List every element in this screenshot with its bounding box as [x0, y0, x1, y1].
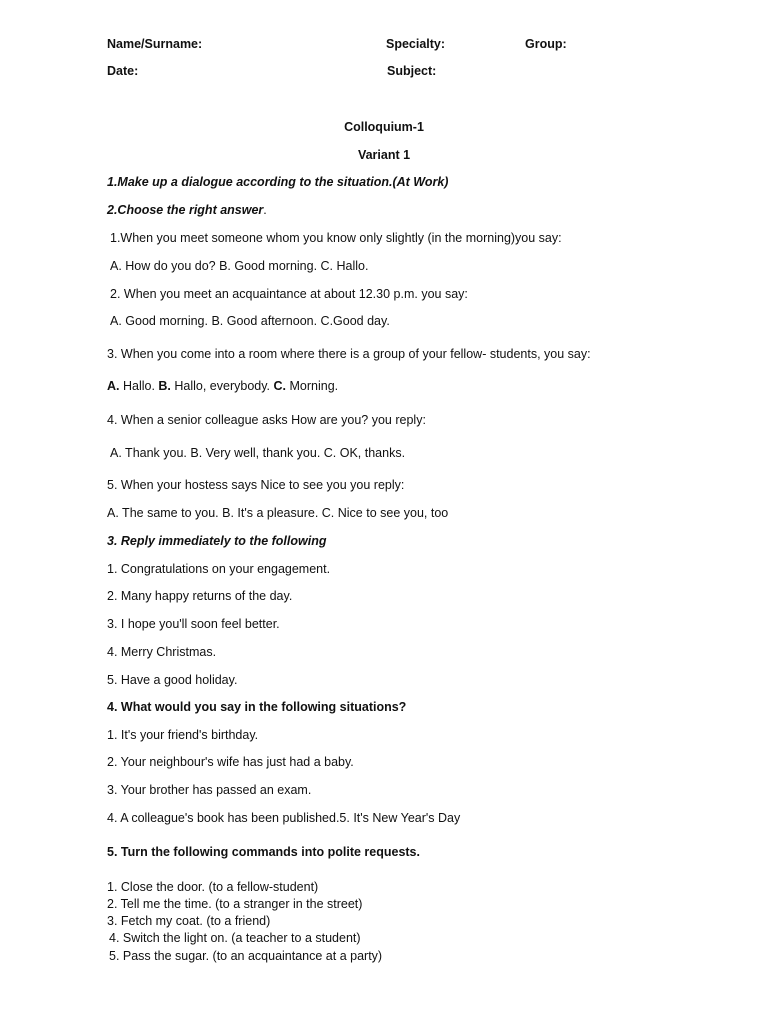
task2-answers-1: A. How do you do? B. Good morning. C. Hallo. — [110, 259, 369, 273]
group-label: Group: — [525, 37, 567, 51]
task4-item-2: 2. Your neighbour's wife has just had a baby. — [107, 755, 354, 769]
task4-item-3: 3. Your brother has passed an exam. — [107, 783, 312, 797]
task4-heading: 4. What would you say in the following situations? — [107, 700, 407, 714]
task3-item-2: 2. Many happy returns of the day. — [107, 589, 293, 603]
task2-question-5: 5. When your hostess says Nice to see you you reply: — [107, 478, 405, 492]
task2-question-4: 4. When a senior colleague asks How are you? you reply: — [107, 413, 426, 427]
subject-label: Subject: — [387, 64, 437, 78]
name-surname-label: Name/Surname: — [107, 37, 203, 51]
task2-question-2: 2. When you meet an acquaintance at about 12.30 p.m. you say: — [110, 287, 468, 301]
task3-item-5: 5. Have a good holiday. — [107, 673, 238, 687]
task2-question-3: 3. When you come into a room where there is a group of your fellow- students, you say: — [107, 347, 591, 361]
task2-question-1: 1.When you meet someone whom you know only slightly (in the morning)you say: — [110, 231, 562, 245]
answer-b-text: Hallo, everybody. — [170, 379, 274, 393]
task5-item-4: 4. Switch the light on. (a teacher to a student) — [109, 931, 361, 945]
task1-heading: 1.Make up a dialogue according to the situation.(At Work) — [107, 175, 449, 189]
task5-item-2: 2. Tell me the time. (to a stranger in the street) — [107, 897, 363, 911]
task2-heading-suffix: . — [263, 203, 267, 217]
task2-answers-4: A. Thank you. B. Very well, thank you. C. OK, thanks. — [110, 446, 406, 460]
answer-c-letter: C. — [273, 379, 287, 393]
task2-answers-5: A. The same to you. B. It's a pleasure. C. Nice to see you, too — [107, 506, 449, 520]
specialty-label: Specialty: — [386, 37, 446, 51]
task2-answers-3 — [107, 378, 338, 394]
task2-heading-text: 2.Choose the right answer — [107, 203, 264, 217]
task3-item-3: 3. I hope you'll soon feel better. — [107, 617, 280, 631]
answer-b-letter: B. — [158, 379, 171, 393]
task4-item-1: 1. It's your friend's birthday. — [107, 728, 259, 742]
task2-heading — [107, 202, 267, 218]
task5-item-3: 3. Fetch my coat. (to a friend) — [107, 914, 271, 928]
page-title: Colloquium-1 — [344, 120, 424, 134]
task4-item-4: 4. A colleague's book has been published.5. It's New Year's Day — [107, 811, 461, 825]
task5-item-1: 1. Close the door. (to a fellow-student) — [107, 880, 319, 894]
task3-heading: 3. Reply immediately to the following — [107, 534, 327, 548]
task5-heading: 5. Turn the following commands into polite requests. — [107, 845, 420, 859]
variant-label: Variant 1 — [357, 148, 411, 162]
task3-item-1: 1. Congratulations on your engagement. — [107, 562, 331, 576]
date-label: Date: — [107, 64, 139, 78]
answer-a-text: Hallo. — [119, 379, 159, 393]
task2-answers-2: A. Good morning. B. Good afternoon. C.Good day. — [110, 314, 390, 328]
task3-item-4: 4. Merry Christmas. — [107, 645, 217, 659]
answer-c-text: Morning. — [286, 379, 339, 393]
answer-a-letter: A. — [107, 379, 120, 393]
task5-item-5: 5. Pass the sugar. (to an acquaintance at a party) — [109, 949, 383, 963]
